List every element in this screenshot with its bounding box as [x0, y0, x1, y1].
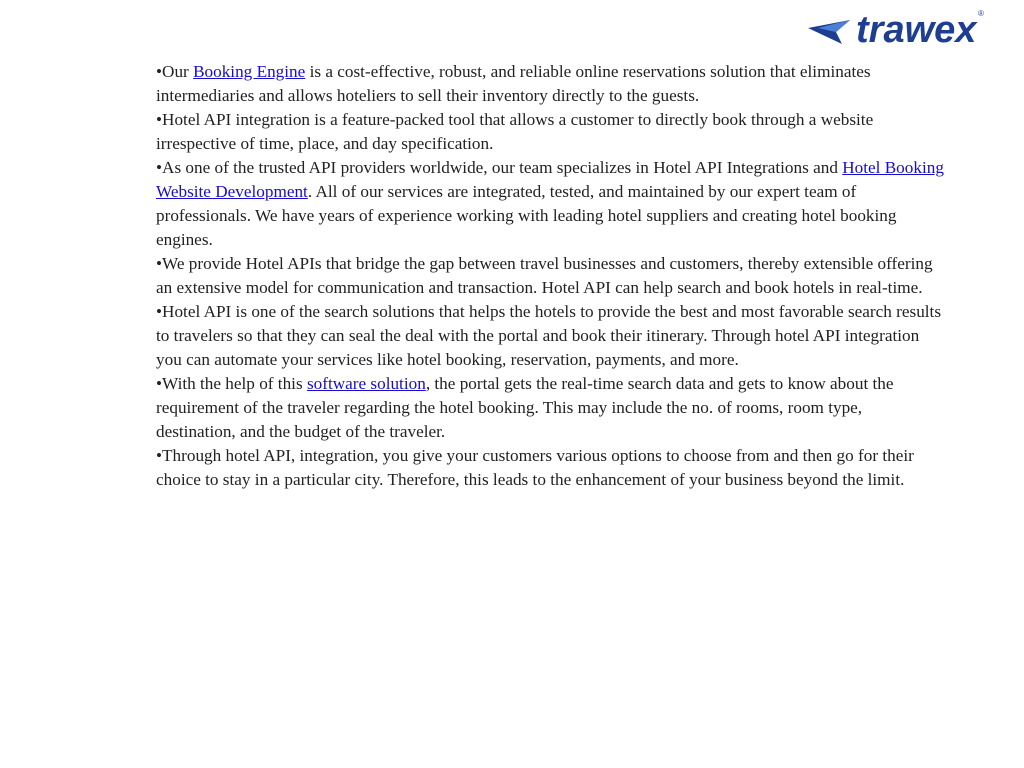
- trawex-logo-graphic: [806, 6, 1012, 48]
- trawex-logo: [806, 6, 1012, 48]
- bullet-marker: •: [156, 158, 163, 177]
- bullet-marker: •: [156, 254, 163, 273]
- bullet-paragraph-5: •Hotel API is one of the search solutions that helps the hotels to provide the best and most favorable search results to travelers so that they can seal the deal with the portal and book their itinerary. Through hotel API integration you can automate your services like hotel booking, reservation, payments, and more.: [156, 302, 942, 369]
- logo-wordmark: trawex: [856, 9, 977, 48]
- booking-engine-link[interactable]: Booking Engine: [193, 62, 306, 81]
- bullet-paragraph-6: •With the help of this software solution, the portal gets the real-time search data and gets to know about the requirement of the traveler regarding the hotel booking. This may include the no. of rooms, room type, destination, and the budget of the traveler.: [156, 374, 894, 441]
- bullet-marker: •: [156, 446, 163, 465]
- bullet-paragraph-2: •Hotel API integration is a feature-packed tool that allows a customer to directly book through a website irrespective of time, place, and day specification.: [156, 110, 874, 153]
- registered-mark: ®: [978, 9, 984, 18]
- bullet-marker: •: [156, 302, 163, 321]
- software-solution-link[interactable]: software solution: [306, 374, 426, 393]
- bullet-paragraph-4: •We provide Hotel APIs that bridge the gap between travel businesses and customers, thereby extensible offering an extensive model for communication and transaction. Hotel API can help search and book hotels in real-time.: [156, 254, 933, 297]
- hotel-booking-website-development-link[interactable]: Hotel Booking Website Development: [156, 158, 944, 201]
- bullet-marker: •: [156, 374, 163, 393]
- bullet-marker: •: [156, 110, 163, 129]
- body-text: [156, 60, 946, 492]
- bullet-paragraph-7: •Through hotel API, integration, you give your customers various options to choose from and then go for their choice to stay in a particular city. Therefore, this leads to the enhancement of your business beyond the limit.: [156, 446, 914, 489]
- bullet-paragraph-3: •As one of the trusted API providers worldwide, our team specializes in Hotel API Integrations and Hotel Booking Website Development. All of our services are integrated, tested, and maintained by our expert team of professionals. We have years of experience working with leading hotel suppliers and creating hotel booking engines.: [156, 158, 944, 249]
- bullet-paragraph-1: •Our Booking Engine is a cost-effective, robust, and reliable online reservations solution that eliminates intermediaries and allows hoteliers to sell their inventory directly to the guests.: [156, 62, 871, 105]
- bullet-marker: •: [156, 62, 163, 81]
